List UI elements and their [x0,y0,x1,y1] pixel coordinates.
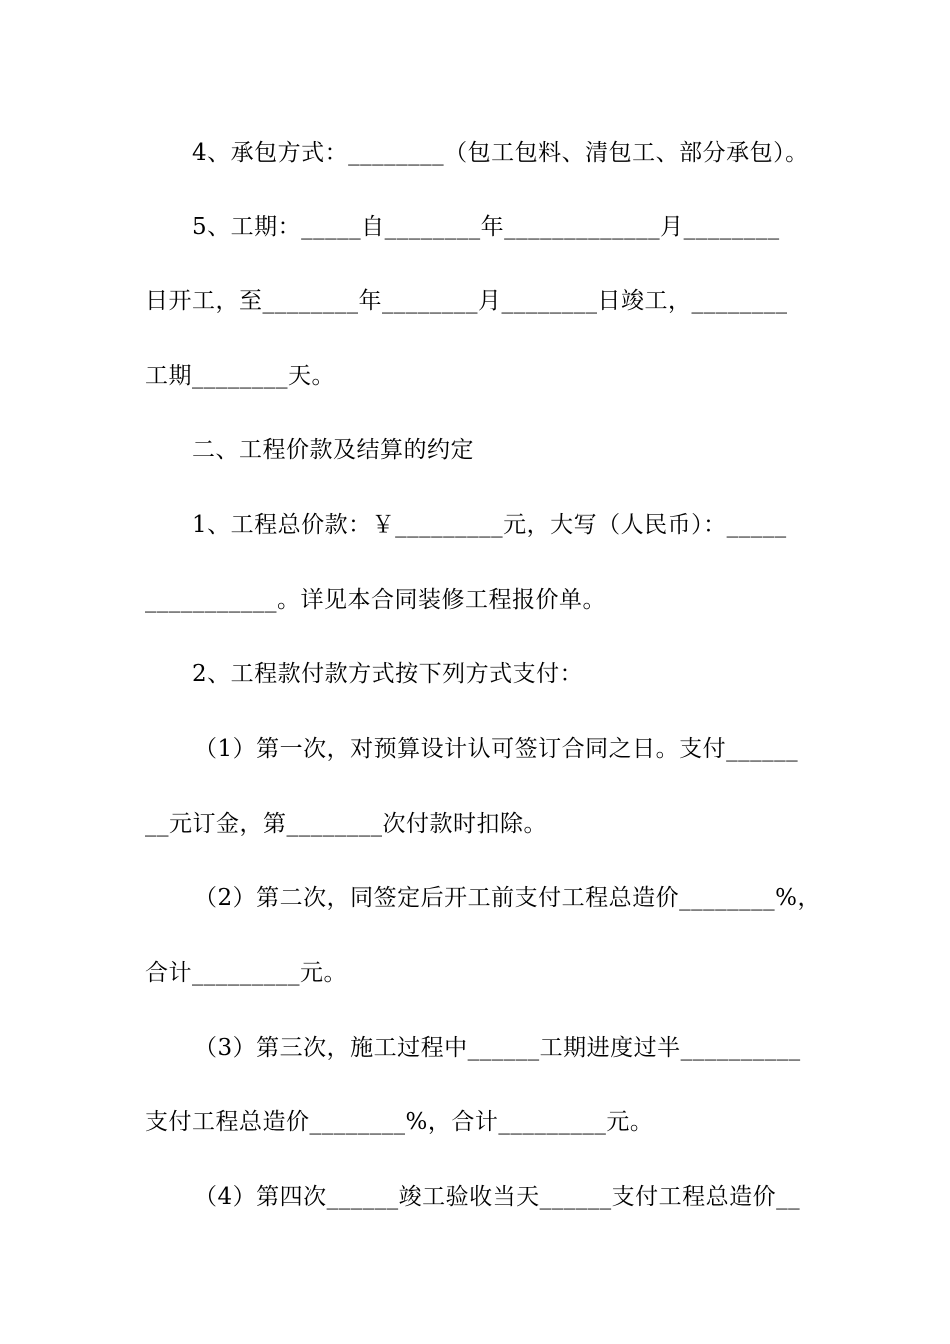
clause-payment-method: 2、工程款付款方式按下列方式支付： [192,661,584,687]
clause-duration-cont-2: 工期________天。 [145,363,335,389]
clause-duration: 5、工期：_____自________年_____________月________ [192,214,780,240]
payment-second-cont: 合计_________元。 [145,960,347,986]
payment-second: （2）第二次，同签定后开工前支付工程总造价________%， [194,885,821,911]
payment-first: （1）第一次，对预算设计认可签订合同之日。支付______ [194,736,799,762]
payment-fourth: （4）第四次______竣工验收当天______支付工程总造价__ [194,1184,801,1210]
clause-total-price-cont: ___________。详见本合同装修工程报价单。 [145,587,606,613]
clause-duration-cont-1: 日开工，至________年________月________日竣工，________ [145,288,788,314]
payment-first-cont: __元订金，第________次付款时扣除。 [145,811,547,837]
clause-contract-method: 4、承包方式：________（包工包料、清包工、部分承包）。 [192,140,809,166]
payment-third-cont: 支付工程总造价________%，合计_________元。 [145,1109,654,1135]
clause-total-price: 1、工程总价款：￥_________元，大写（人民币）：_____ [192,512,787,538]
payment-third: （3）第三次，施工过程中______工期进度过半__________ [194,1035,801,1061]
section-heading-price-settlement: 二、工程价款及结算的约定 [192,437,474,463]
